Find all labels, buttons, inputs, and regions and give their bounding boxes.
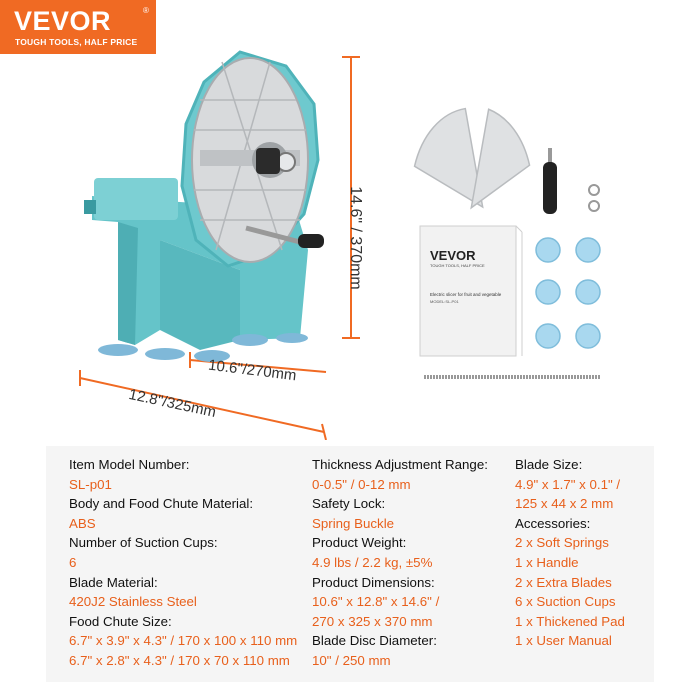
spec-label: Blade Size: — [515, 457, 583, 472]
logo-tagline: TOUGH TOOLS, HALF PRICE — [15, 37, 138, 47]
spec-label: Accessories: — [515, 515, 591, 531]
spec-label: Product Dimensions: — [312, 574, 435, 590]
spec-value: 6.7" x 2.8" x 4.3" / 170 x 70 x 110 mm — [69, 652, 290, 668]
spec-label: Safety Lock: — [312, 496, 386, 512]
spec-value: SL-p01 — [69, 476, 112, 492]
width-dimension-label: 10.6"/270mm — [207, 356, 298, 385]
spec-value: 10" / 250 mm — [312, 652, 391, 668]
manual-brand: VEVOR — [430, 248, 476, 263]
spec-value: 1 x User Manual — [515, 633, 612, 649]
spec-label: Blade Disc Diameter: — [312, 633, 437, 649]
spec-value: 1 x Handle — [515, 554, 579, 570]
manual-model: MODEL:SL-P01 — [430, 299, 459, 304]
spec-value: 4.9" x 1.7" x 0.1" / — [515, 476, 621, 492]
spec-value: 6 — [69, 554, 77, 570]
washers — [589, 185, 599, 211]
specs-column-2 — [312, 455, 512, 671]
height-dimension-label: 14.6" / 370mm — [347, 186, 364, 290]
spec-value: 4.9 lbs / 2.2 kg, ±5% — [312, 554, 433, 570]
manual-tagline: TOUGH TOOLS, HALF PRICE — [430, 263, 485, 268]
spec-value: 6 x Suction Cups — [515, 594, 616, 610]
spec-label: Product Weight: — [312, 535, 407, 551]
spec-value: 2 x Soft Springs — [515, 535, 609, 551]
spec-value: 0-0.5" / 0-12 mm — [312, 476, 411, 492]
spec-label: Food Chute Size: — [69, 613, 172, 629]
specs-column-1 — [69, 455, 309, 671]
spec-value: 420J2 Stainless Steel — [69, 594, 197, 610]
spec-value: 270 x 325 x 370 mm — [312, 613, 433, 629]
spec-label: Thickness Adjustment Range: — [312, 457, 488, 472]
spec-value: Spring Buckle — [312, 515, 395, 531]
extra-blades — [406, 109, 538, 218]
logo-brand: VEVOR — [14, 6, 112, 36]
slicer-machine — [84, 52, 324, 362]
spec-value: 125 x 44 x 2 mm — [515, 496, 614, 512]
spec-value: 10.6" x 12.8" x 14.6" / — [312, 594, 440, 610]
spec-label: Item Model Number: — [69, 457, 190, 472]
spec-value: 1 x Thickened Pad — [515, 613, 625, 629]
manual-text — [430, 248, 510, 304]
spec-label: Number of Suction Cups: — [69, 535, 218, 551]
suction-cup-accessories — [536, 238, 600, 348]
spec-label: Body and Food Chute Material: — [69, 496, 254, 512]
spec-value: ABS — [69, 515, 96, 531]
length-dimension-label: 12.8"/325mm — [127, 385, 218, 422]
specs-column-3 — [515, 455, 665, 651]
spare-handle — [543, 148, 557, 214]
spec-value: 6.7" x 3.9" x 4.3" / 170 x 100 x 110 mm — [69, 633, 298, 649]
spec-value: 2 x Extra Blades — [515, 574, 612, 590]
logo-registered: ® — [143, 6, 149, 15]
manual-title: Electric slicer for fruit and vegetable — [430, 292, 502, 297]
spec-label: Blade Material: — [69, 574, 158, 590]
